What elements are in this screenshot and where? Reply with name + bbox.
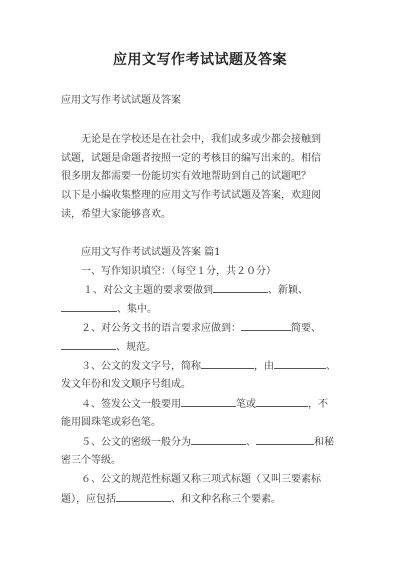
section-title: 应用文写作考试试题及答案 篇1	[81, 247, 221, 258]
question-5-line-1	[81, 435, 334, 450]
question-2-line-1	[81, 321, 321, 336]
question-1-line-2	[61, 302, 157, 317]
question-4-line-2: 能用圆珠笔或彩色笔。	[61, 417, 161, 428]
question-6-line-1: ６、公文的规范性标题又称三项式标题（又叫三要素标	[81, 474, 321, 485]
q6-blank-1[interactable]	[116, 492, 171, 502]
q3-text-b: ，由	[254, 361, 274, 372]
q6-text-c: 、和文种名称三个要素。	[171, 494, 281, 505]
intro-line-3: 很多朋友都需要一份能切实有效地帮助到自己的试题吧？	[61, 171, 311, 182]
q4-blank-1[interactable]	[181, 397, 236, 407]
q4-text-c: ，不	[308, 399, 328, 410]
q5-text-b: 、	[246, 437, 256, 448]
q4-text-b: 笔或	[236, 399, 256, 410]
intro-line-2: 试题，试题是命题者按照一定的考核目的编写出来的。相信	[61, 153, 321, 164]
page-title: 应用文写作考试试题及答案	[113, 52, 287, 68]
q6-text-b: 题），应包括	[61, 494, 116, 505]
question-3-line-1	[81, 359, 336, 374]
q3-blank-1[interactable]	[201, 359, 254, 369]
q5-blank-2[interactable]	[256, 435, 314, 445]
q1-text-a: １、对公文主题的要求要做到	[83, 285, 213, 296]
q1-text-b: 、新颖、	[268, 285, 308, 296]
q2-blank-2[interactable]	[61, 340, 116, 350]
document-subtitle: 应用文写作考试试题及答案	[61, 95, 181, 106]
q1-text-c: 、集中。	[117, 304, 157, 315]
question-3-line-2: 发文年份和发文顺序号组成。	[61, 379, 191, 390]
q5-text-a: ５、公文的密级一般分为	[81, 437, 191, 448]
q4-text-a: ４、签发公文一般要用	[81, 399, 181, 410]
q2-text-a: ２、对公务文书的语言要求应做到：	[81, 323, 241, 334]
q2-text-c: 、规范。	[116, 342, 156, 353]
intro-line-5: 读，希望大家能够喜欢。	[61, 209, 171, 220]
q3-text-c: 、	[326, 361, 336, 372]
q3-text-a: ３、公文的发文字号，简称	[81, 361, 201, 372]
q1-blank-1[interactable]	[213, 283, 268, 293]
q2-blank-1[interactable]	[241, 321, 291, 331]
question-4-line-1	[81, 397, 328, 412]
q3-blank-2[interactable]	[274, 359, 326, 369]
question-6-line-2	[61, 492, 281, 507]
part1-heading: 一、写作知识填空：（每空１分，共２０分）	[81, 266, 276, 277]
question-2-line-2	[61, 340, 156, 355]
intro-line-4: 以下是小编收集整理的应用文写作考试试题及答案，欢迎阅	[61, 190, 321, 201]
question-1-line-1	[83, 283, 308, 298]
q1-blank-2[interactable]	[61, 302, 117, 312]
question-5-line-2: 密三个等级。	[61, 455, 121, 466]
q4-blank-2[interactable]	[256, 397, 308, 407]
q2-text-b: 简要、	[291, 323, 321, 334]
intro-line-1: 无论是在学校还是在社会中，我们或多或少都会接触到	[81, 134, 321, 145]
q5-text-c: 和秘	[314, 437, 334, 448]
q5-blank-1[interactable]	[191, 435, 246, 445]
